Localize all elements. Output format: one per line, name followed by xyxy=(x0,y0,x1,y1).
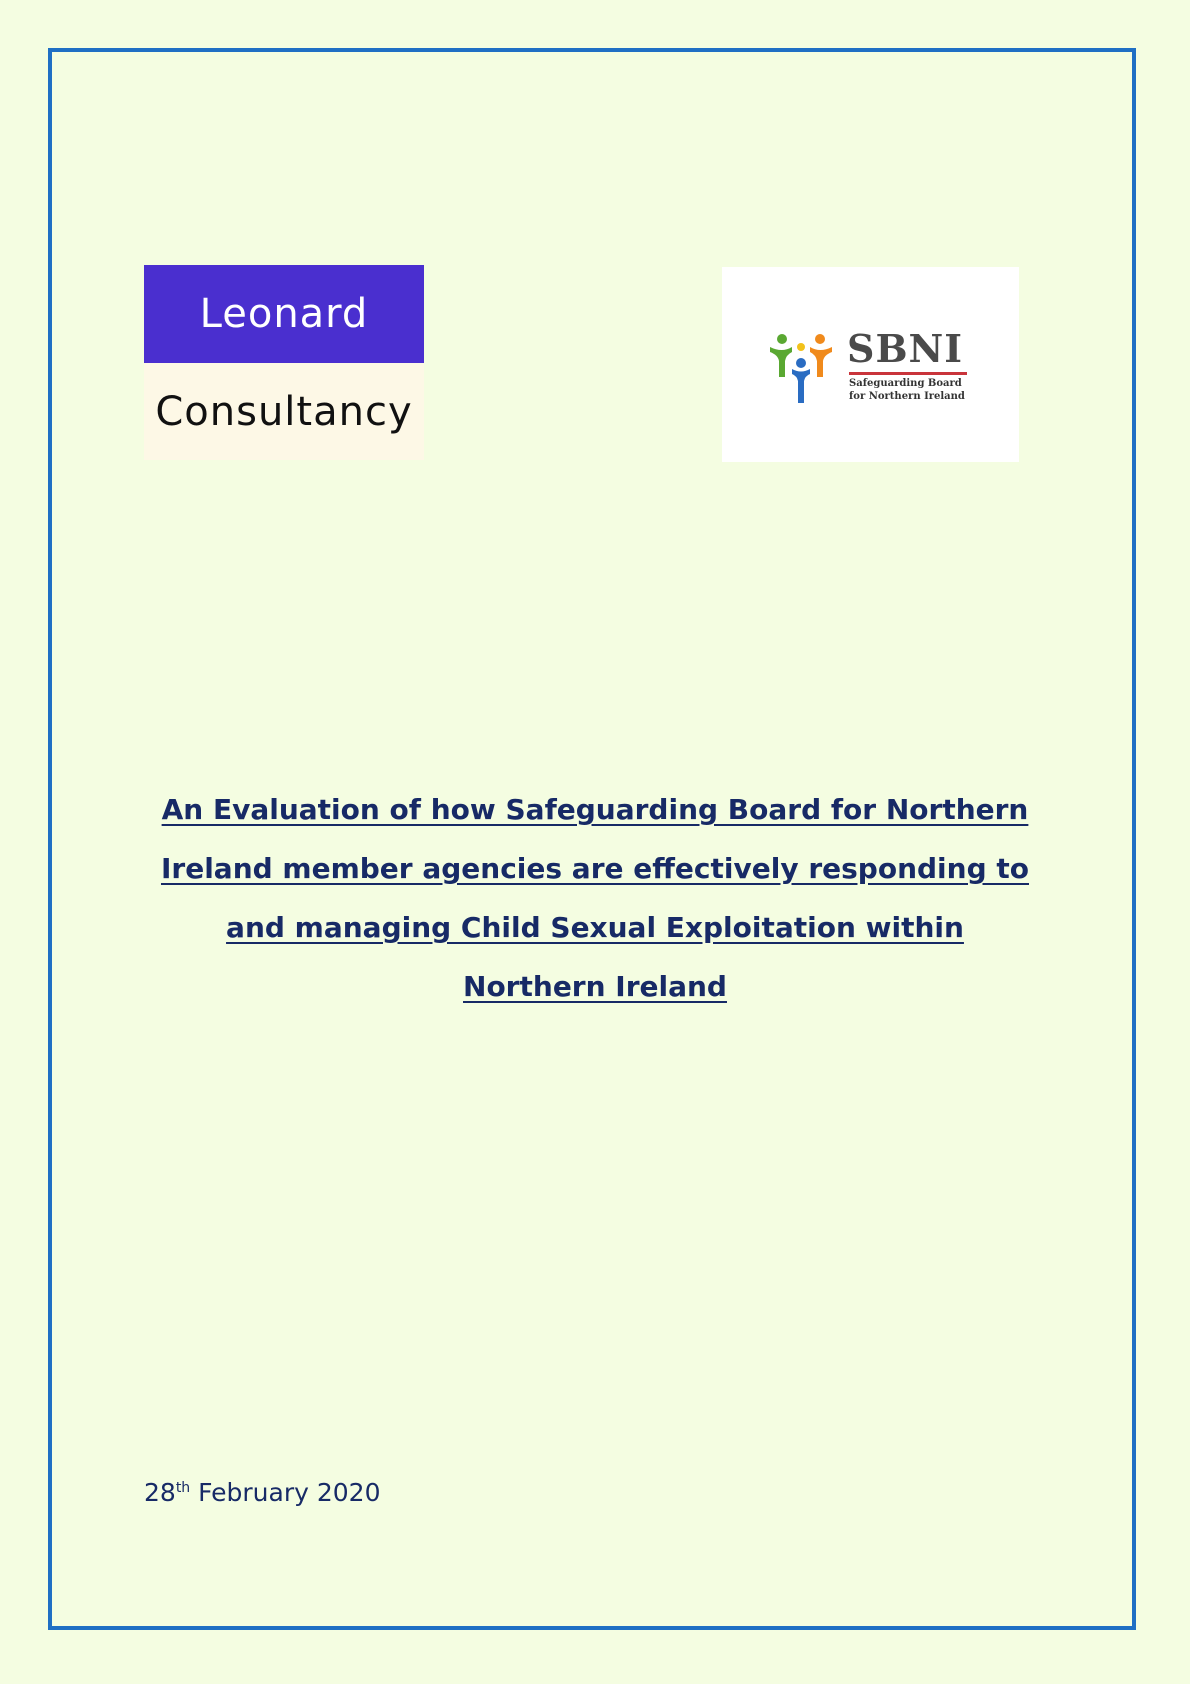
document-title: An Evaluation of how Safeguarding Board for Northern Ireland member agencies are effectively responding to and managing Child Sexual Exploitation within Northern Ireland xyxy=(160,793,1029,1003)
leonard-consultancy-logo xyxy=(144,265,424,460)
sbni-subtitle xyxy=(849,377,965,403)
sbni-divider xyxy=(849,372,967,375)
logo-line-consultancy: Consultancy xyxy=(144,363,424,460)
date-suffix: th xyxy=(175,1480,191,1496)
date-day: 28 xyxy=(144,1478,176,1507)
sbni-subtitle-line-2: for Northern Ireland xyxy=(849,391,965,402)
logo-line-leonard: Leonard xyxy=(144,265,424,363)
sbni-acronym: SBNI xyxy=(847,326,964,371)
sbni-logo xyxy=(722,267,1019,462)
sbni-subtitle-line-1: Safeguarding Board xyxy=(849,378,962,389)
people-figures-icon xyxy=(768,333,834,403)
document-date xyxy=(144,1475,381,1511)
date-month-year: February 2020 xyxy=(198,1478,381,1507)
